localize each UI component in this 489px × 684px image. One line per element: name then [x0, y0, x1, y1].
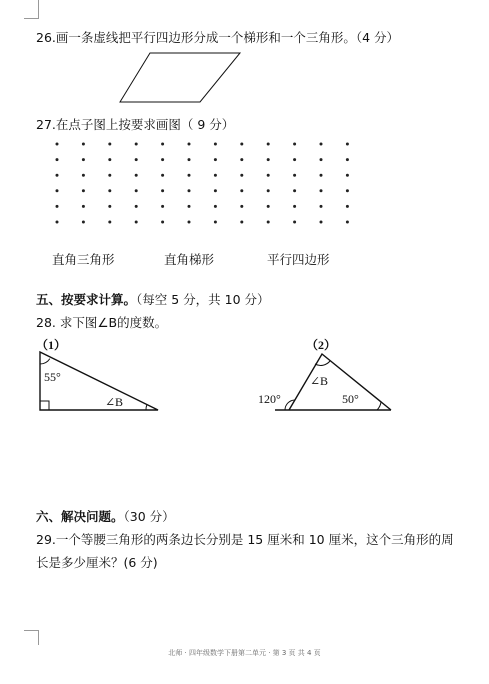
question-29-line-1: 29.一个等腰三角形的两条边长分别是 15 厘米和 10 厘米，这个三角形的周 [36, 532, 454, 547]
grid-dot [346, 189, 349, 192]
section-6-heading [36, 507, 175, 525]
grid-dot [108, 189, 111, 192]
grid-dot [56, 158, 59, 161]
grid-dot [161, 143, 164, 146]
grid-dot [82, 205, 85, 208]
corner-mark-top-left [24, 0, 39, 19]
grid-dot [320, 174, 323, 177]
section-5-heading [36, 290, 270, 308]
grid-dot [135, 143, 138, 146]
angle-120-label: 120° [258, 392, 281, 406]
question-27: 27.在点子图上按要求画图（ 9 分） [36, 117, 235, 132]
grid-dot [161, 189, 164, 192]
grid-dot [161, 205, 164, 208]
dot-grid [50, 138, 360, 230]
grid-dot [108, 143, 111, 146]
question-26: 26.画一条虚线把平行四边形分成一个梯形和一个三角形。（4 分） [36, 30, 400, 45]
grid-dot [135, 189, 138, 192]
section-6-title: 六、解决问题。 [36, 509, 124, 524]
grid-dot [82, 143, 85, 146]
grid-dot [293, 221, 296, 224]
grid-dot [188, 205, 191, 208]
grid-dot [82, 158, 85, 161]
page-footer: 北师 · 四年级数学下册第二单元 · 第 3 页 共 4 页 [168, 649, 321, 657]
figure-1-label: （1） [36, 338, 67, 352]
grid-dot [267, 158, 270, 161]
label-parallelogram: 平行四边形 [267, 252, 330, 267]
grid-dot [240, 174, 243, 177]
grid-dot [135, 205, 138, 208]
grid-dot [346, 143, 349, 146]
grid-dot [135, 221, 138, 224]
parallelogram-figure [110, 50, 250, 106]
grid-dot [346, 205, 349, 208]
angle-b-label-1: ∠B [105, 395, 124, 409]
grid-dot [293, 143, 296, 146]
grid-dot [161, 158, 164, 161]
grid-dot [320, 189, 323, 192]
grid-dot [108, 174, 111, 177]
grid-dot [320, 205, 323, 208]
grid-dot [240, 221, 243, 224]
grid-dot [214, 174, 217, 177]
label-right-trapezoid: 直角梯形 [164, 252, 215, 267]
figure-2-label: （2） [306, 338, 337, 352]
question-29-line-2: 长是多少厘米？(6 分) [36, 555, 158, 570]
grid-dot [240, 205, 243, 208]
grid-dot [346, 158, 349, 161]
section-6-note: （30 分） [123, 509, 175, 524]
grid-dot [108, 158, 111, 161]
grid-dot [267, 174, 270, 177]
grid-dot [108, 205, 111, 208]
grid-dot [56, 189, 59, 192]
grid-dot [346, 174, 349, 177]
grid-dot [293, 205, 296, 208]
label-right-triangle: 直角三角形 [52, 252, 115, 267]
grid-dot [161, 174, 164, 177]
grid-dot [82, 174, 85, 177]
grid-dot [82, 189, 85, 192]
grid-dot [188, 158, 191, 161]
grid-dot [240, 158, 243, 161]
grid-dot [346, 221, 349, 224]
grid-dot [135, 158, 138, 161]
grid-dot [240, 143, 243, 146]
section-5-title: 五、按要求计算。 [36, 292, 137, 307]
grid-dot [267, 221, 270, 224]
grid-dot [56, 174, 59, 177]
grid-dot [188, 143, 191, 146]
grid-dot [56, 205, 59, 208]
corner-mark-bottom-left [24, 630, 39, 645]
grid-dot [293, 189, 296, 192]
grid-dot [188, 174, 191, 177]
angle-55-label: 55° [44, 370, 61, 384]
grid-dot [56, 143, 59, 146]
grid-dot [214, 143, 217, 146]
grid-dot [161, 221, 164, 224]
grid-dot [188, 221, 191, 224]
grid-dot [267, 143, 270, 146]
grid-dot [293, 158, 296, 161]
grid-dot [214, 221, 217, 224]
grid-dot [188, 189, 191, 192]
grid-dot [267, 189, 270, 192]
grid-dot [214, 189, 217, 192]
grid-dot [108, 221, 111, 224]
angle-50-label: 50° [342, 392, 359, 406]
grid-dot [293, 174, 296, 177]
question-28: 28. 求下图∠B的度数。 [36, 315, 168, 330]
grid-dot [135, 174, 138, 177]
grid-dot [320, 158, 323, 161]
grid-dot [82, 221, 85, 224]
grid-dot [240, 189, 243, 192]
angle-b-label-2: ∠B [310, 374, 329, 388]
grid-dot [214, 158, 217, 161]
grid-dot [56, 221, 59, 224]
grid-dot [267, 205, 270, 208]
grid-dot [320, 143, 323, 146]
section-5-note: （每空 5 分，共 10 分） [136, 292, 270, 307]
grid-dot [214, 205, 217, 208]
grid-dot [320, 221, 323, 224]
